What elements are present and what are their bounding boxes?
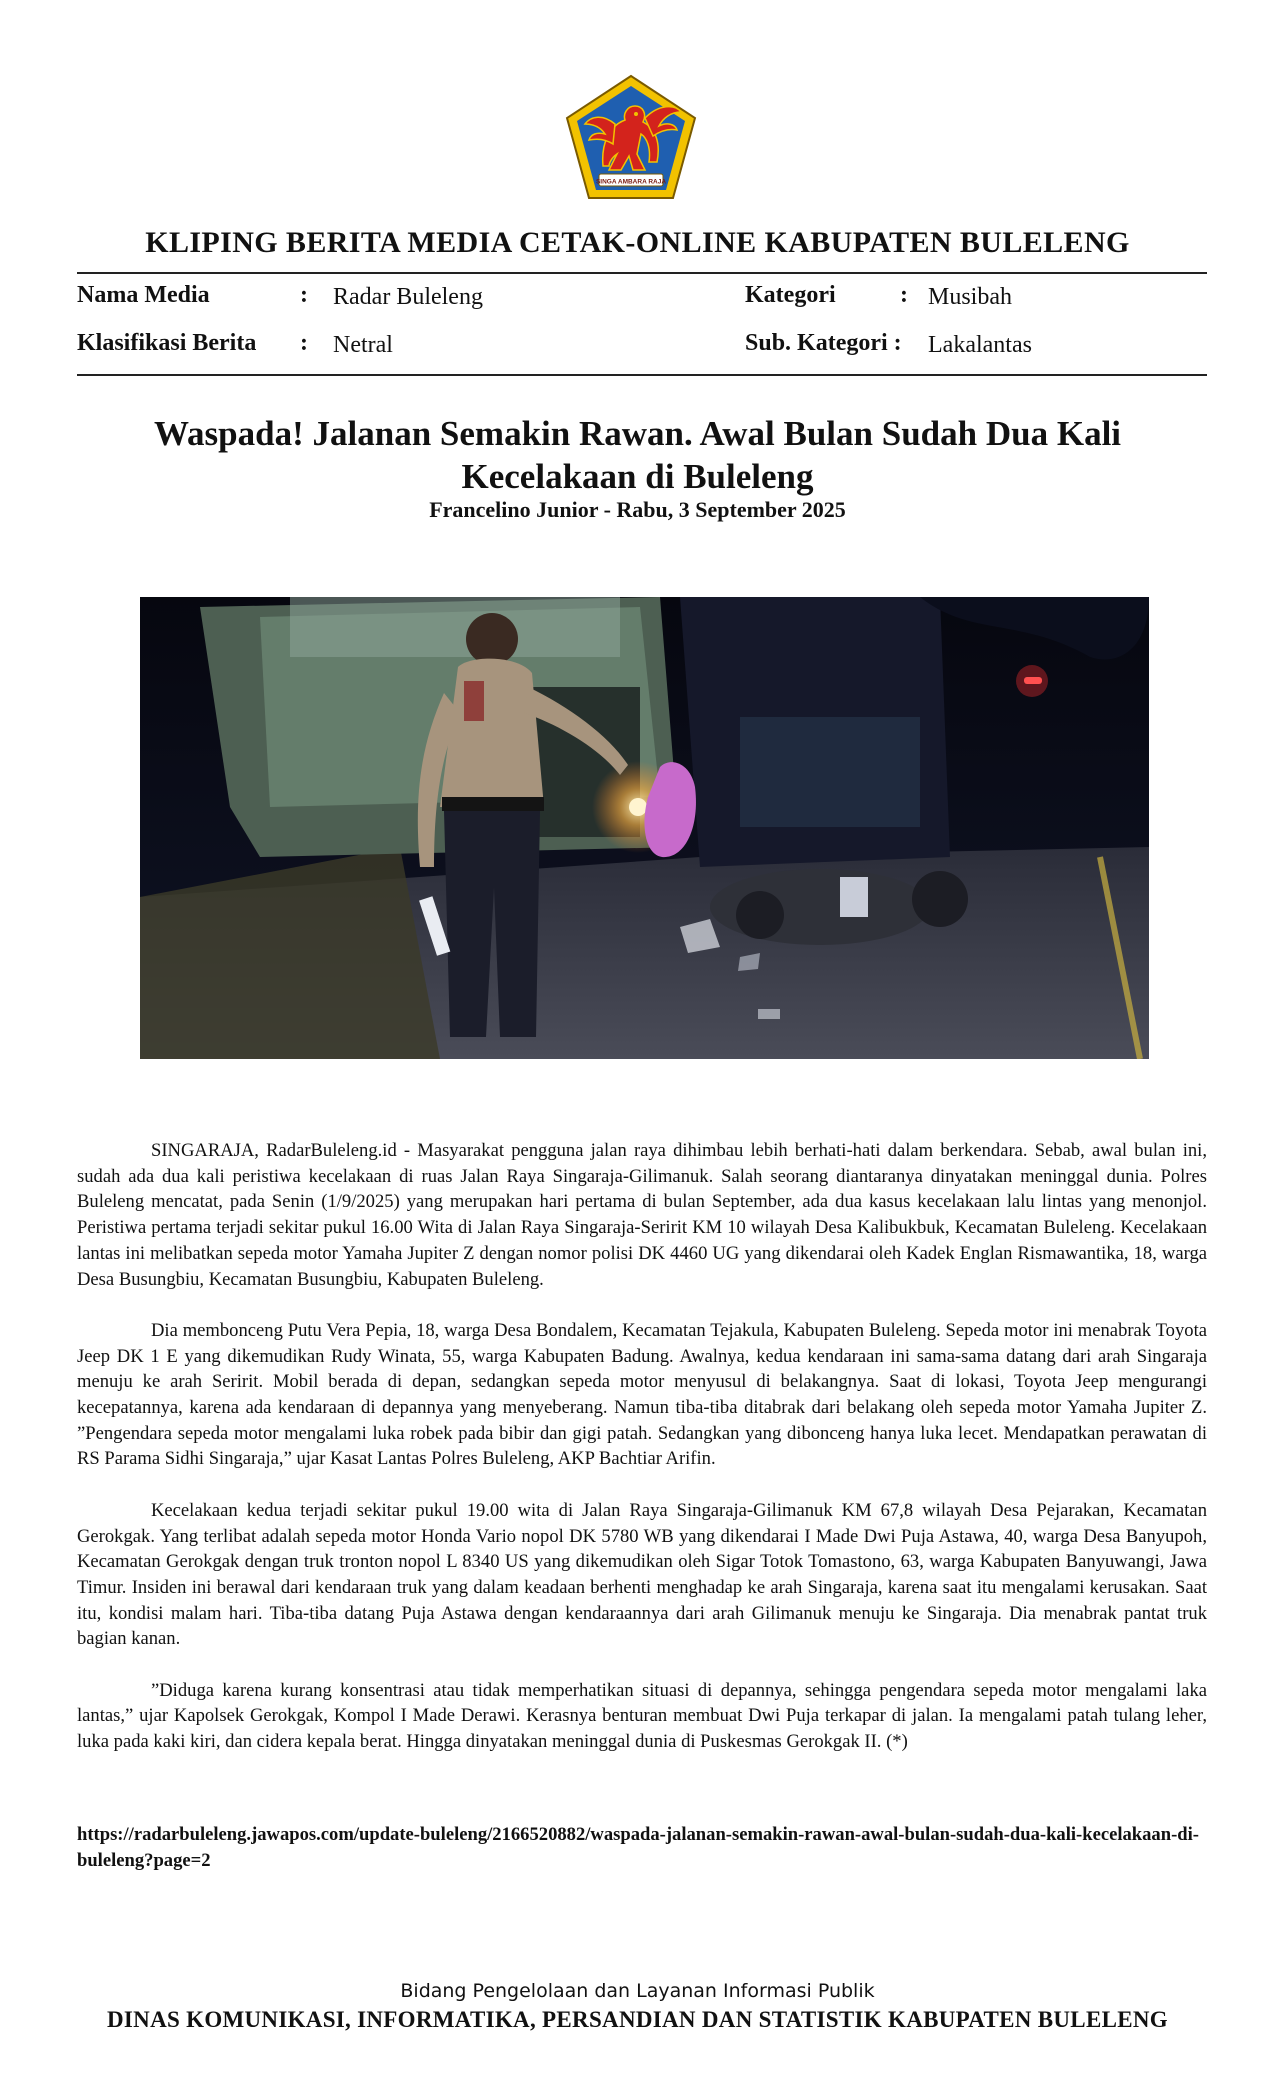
article-paragraph: Kecelakaan kedua terjadi sekitar pukul 19.00 wita di Jalan Raya Singaraja-Gilimanuk KM 67,8 wilayah Desa Pejarakan, Kecamatan Gerokgak. Yang terlibat adalah sepeda motor Honda Vario nopol DK 5780 WB yang dikendarai I Made Dwi Puja Astawa, 40, warga Desa Banyupoh, Kecamatan Gerokgak dengan truk tronton nopol L 8340 US yang dikemudikan oleh Sigar Totok Tomastono, 63, warga Kabupaten Banyuwangi, Jawa Timur. Insiden ini berawal dari kendaraan truk yang dalam keadaan berhenti menghadap ke arah Singaraja, karena saat itu mengalami kerusakan. Saat itu, kondisi malam hari. Tiba-tiba datang Puja Astawa dengan kendaraannya dari arah Gilimanuk menuju ke Singaraja. Dia menabrak pantat truk bagian kanan.: [77, 1499, 1207, 1650]
meta-kategori-sep: [900, 282, 908, 309]
header-rule-top: [77, 272, 1207, 274]
meta-kategori: [745, 282, 836, 309]
meta-media-sep: [300, 282, 308, 309]
kategori-label: Kategori: [745, 282, 836, 308]
separator: :: [300, 282, 308, 308]
separator: :: [900, 282, 908, 308]
article-headline: Waspada! Jalanan Semakin Rawan. Awal Bulan Sudah Dua Kali Kecelakaan di Buleleng: [153, 414, 1122, 496]
article-paragraph: SINGARAJA, RadarBuleleng.id - Masyarakat pengguna jalan raya dihimbau lebih berhati-hati dalam berkendara. Sebab, awal bulan ini, sudah ada dua kali peristiwa kecelakaan di ruas Jalan Raya Singaraja-Gilimanuk. Salah seorang diantaranya dinyatakan meninggal dunia. Polres Buleleng mencatat, pada Senin (1/9/2025) yang merupakan hari pertama di bulan September, ada dua kasus kecelakaan lalu lintas yang menonjol. Peristiwa pertama terjadi sekitar pukul 16.00 Wita di Jalan Raya Singaraja-Seririt KM 10 wilayah Desa Kalibukbuk, Kecamatan Buleleng. Kecelakaan lantas ini melibatkan sepeda motor Yamaha Jupiter Z dengan nomor polisi DK 4460 UG yang dikendarai oleh Kadek Englan Rismawantika, 18, warga Desa Busungbiu, Kecamatan Busungbiu, Kabupaten Buleleng.: [77, 1140, 1207, 1290]
kategori-value: Musibah: [928, 284, 1012, 310]
document-title: KLIPING BERITA MEDIA CETAK-ONLINE KABUPATEN BULELENG: [145, 226, 1130, 259]
meta-klasifikasi-sep: [300, 330, 308, 357]
accident-scene-photo: [140, 597, 1149, 1059]
article-paragraph: Dia membonceng Putu Vera Pepia, 18, warga Desa Bondalem, Kecamatan Tejakula, Kabupaten Buleleng. Sepeda motor ini menabrak Toyota Jeep DK 1 E yang dikemudikan Rudy Winata, 55, warga Kabupaten Badung. Awalnya, kedua kendaraan ini sama-sama datang dari arah Singaraja menuju ke arah Seririt. Mobil berada di depan, sedangkan sepeda motor menyusul di belakangnya. Saat di lokasi, Toyota Jeep mengurangi kecepatannya, karena ada kendaraan di depannya yang menyeberang. Namun tiba-tiba ditabrak dari belakang oleh sepeda motor Yamaha Jupiter Z. ”Pengendara sepeda motor mengalami luka robek pada bibir dan gigi patah. Sedangkan yang dibonceng hanya luka lecet. Mendapatkan perawatan di RS Parama Sidhi Singaraja,” ujar Kasat Lantas Polres Buleleng, AKP Bachtiar Arifin.: [77, 1319, 1207, 1470]
buleleng-regency-crest-icon: [563, 74, 699, 202]
media-label: Nama Media: [77, 282, 210, 308]
meta-klasifikasi: [77, 330, 256, 357]
footer-division: Bidang Pengelolaan dan Layanan Informasi Publik: [400, 1980, 875, 2002]
source-url[interactable]: https://radarbuleleng.jawapos.com/update-buleleng/2166520882/waspada-jalanan-semakin-rawan-awal-bulan-sudah-dua-kali-kecelakaan-di-buleleng?page=2: [77, 1824, 1199, 1871]
klasifikasi-value: Netral: [333, 332, 393, 358]
footer-agency: DINAS KOMUNIKASI, INFORMATIKA, PERSANDIAN DAN STATISTIK KABUPATEN BULELENG: [107, 2007, 1168, 2032]
meta-media: [77, 282, 210, 309]
subkategori-value: Lakalantas: [928, 332, 1032, 358]
subkategori-label: Sub. Kategori :: [745, 330, 902, 356]
article-body: [77, 1138, 1207, 1781]
separator: :: [300, 330, 308, 356]
article-byline: Francelino Junior - Rabu, 3 September 2025: [429, 497, 846, 522]
article-paragraph: ”Diduga karena kurang konsentrasi atau tidak memperhatikan situasi di depannya, sehingga pengendara sepeda motor mengalami laka lantas,” ujar Kapolsek Gerokgak, Kompol I Made Derawi. Kerasnya benturan membuat Dwi Puja terkapar di jalan. Ia mengalami patah tulang leher, luka pada kaki kiri, dan cidera kepala berat. Hingga dinyatakan meninggal dunia di Puskesmas Gerokgak II. (*): [77, 1679, 1207, 1753]
meta-subkategori: [745, 330, 902, 357]
klasifikasi-label: Klasifikasi Berita: [77, 330, 257, 356]
media-value: Radar Buleleng: [333, 284, 483, 310]
crest-motto: SINGA AMBARA RAJA: [595, 178, 667, 186]
header-rule-bottom: [77, 374, 1207, 376]
